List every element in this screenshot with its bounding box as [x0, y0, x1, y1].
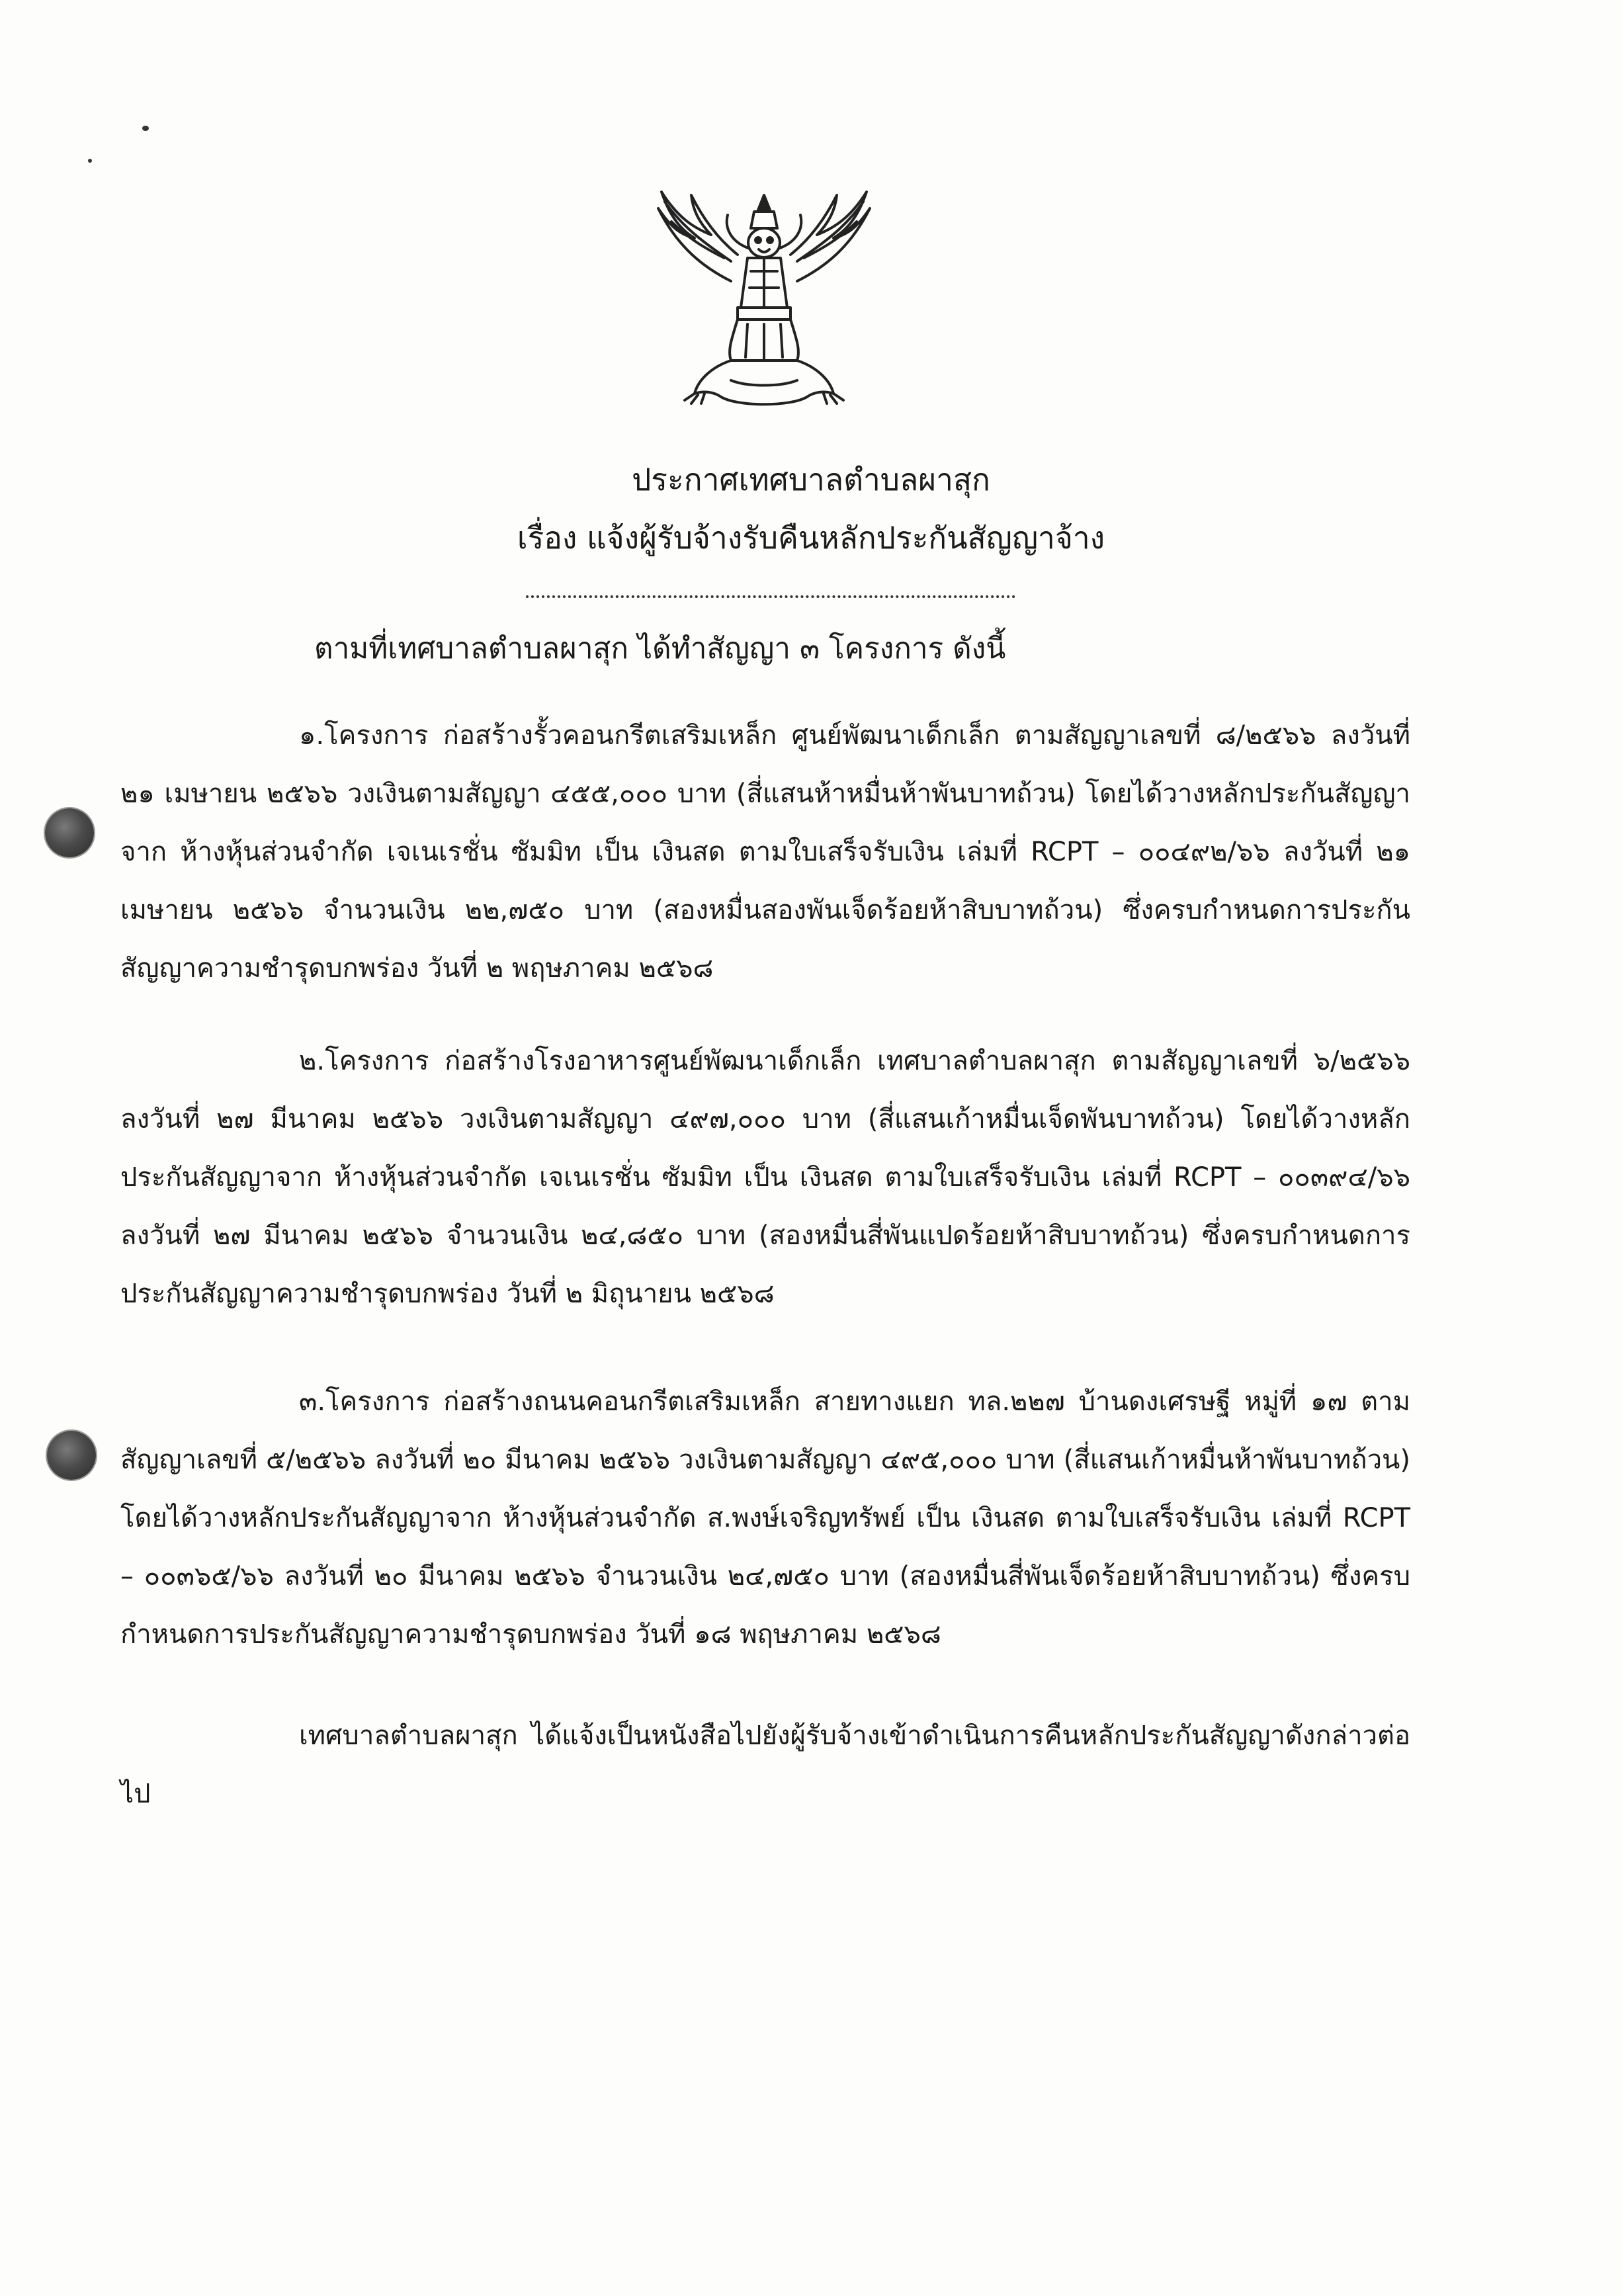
title-divider: [526, 595, 1015, 598]
project-paragraph-3: ๓.โครงการ ก่อสร้างถนนคอนกรีตเสริมเหล็ก สายทางแยก ทล.๒๒๗ บ้านดงเศรษฐี หมู่ที่ ๑๗ ตามสัญญาเลขที่ ๕/๒๕๖๖ ลงวันที่ ๒๐ มีนาคม ๒๕๖๖ วงเงินตามสัญญา ๔๙๕,๐๐๐ บาท (สี่แสนเก้าหมื่นห้าพันบาทถ้วน) โดยได้วางหลักประกันสัญญาจาก ห้างหุ้นส่วนจำกัด ส.พงษ์เจริญทรัพย์ เป็น เงินสด ตามใบเสร็จรับเงิน เล่มที่ RCPT – ๐๐๓๖๕/๖๖ ลงวันที่ ๒๐ มีนาคม ๒๕๖๖ จำนวนเงิน ๒๔,๗๕๐ บาท (สองหมื่นสี่พันเจ็ดร้อยห้าสิบบาทถ้วน) ซึ่งครบกำหนดการประกันสัญญาความชำรุดบกพร่อง วันที่ ๑๘ พฤษภาคม ๒๕๖๘: [120, 1386, 1411, 1650]
announcement-title: ประกาศเทศบาลตำบลผาสุก: [632, 462, 990, 497]
project-paragraph-2: ๒.โครงการ ก่อสร้างโรงอาหารศูนย์พัฒนาเด็กเล็ก เทศบาลตำบลผาสุก ตามสัญญาเลขที่ ๖/๒๕๖๖ ลงวันที่ ๒๗ มีนาคม ๒๕๖๖ วงเงินตามสัญญา ๔๙๗,๐๐๐ บาท (สี่แสนเก้าหมื่นเจ็ดพันบาทถ้วน) โดยได้วางหลักประกันสัญญาจาก ห้างหุ้นส่วนจำกัด เจเนเรชั่น ซัมมิท เป็น เงินสด ตามใบเสร็จรับเงิน เล่มที่ RCPT – ๐๐๓๙๔/๖๖ ลงวันที่ ๒๗ มีนาคม ๒๕๖๖ จำนวนเงิน ๒๔,๘๕๐ บาท (สองหมื่นสี่พันแปดร้อยห้าสิบบาทถ้วน) ซึ่งครบกำหนดการประกันสัญญาความชำรุดบกพร่อง วันที่ ๒ มิถุนายน ๒๕๖๘: [120, 1046, 1410, 1309]
announcement-subject: เรื่อง แจ้งผู้รับจ้างรับคืนหลักประกันสัญญาจ้าง: [517, 520, 1105, 556]
closing-paragraph: เทศบาลตำบลผาสุก ได้แจ้งเป็นหนังสือไปยังผู้รับจ้างเข้าดำเนินการคืนหลักประกันสัญญาดังกล่าวต่อไป: [120, 1721, 1410, 1809]
scan-speck: [88, 159, 92, 163]
garuda-emblem-icon: [632, 182, 896, 413]
punch-hole: [45, 808, 94, 857]
project-paragraph-1: ๑.โครงการ ก่อสร้างรั้วคอนกรีตเสริมเหล็ก ศูนย์พัฒนาเด็กเล็ก ตามสัญญาเลขที่ ๘/๒๕๖๖ ลงวันที่ ๒๑ เมษายน ๒๕๖๖ วงเงินตามสัญญา ๔๕๕,๐๐๐ บาท (สี่แสนห้าหมื่นห้าพันบาทถ้วน) โดยได้วางหลักประกันสัญญาจาก ห้างหุ้นส่วนจำกัด เจเนเรชั่น ซัมมิท เป็น เงินสด ตามใบเสร็จรับเงิน เล่มที่ RCPT – ๐๐๔๙๒/๖๖ ลงวันที่ ๒๑ เมษายน ๒๕๖๖ จำนวนเงิน ๒๒,๗๕๐ บาท (สองหมื่นสองพันเจ็ดร้อยห้าสิบบาทถ้วน) ซึ่งครบกำหนดการประกันสัญญาความชำรุดบกพร่อง วันที่ ๒ พฤษภาคม ๒๕๖๘: [120, 720, 1410, 984]
scan-speck: [142, 126, 149, 131]
intro-text: ตามที่เทศบาลตำบลผาสุก ได้ทำสัญญา ๓ โครงการ ดังนี้: [314, 632, 1006, 665]
punch-hole: [47, 1431, 96, 1480]
